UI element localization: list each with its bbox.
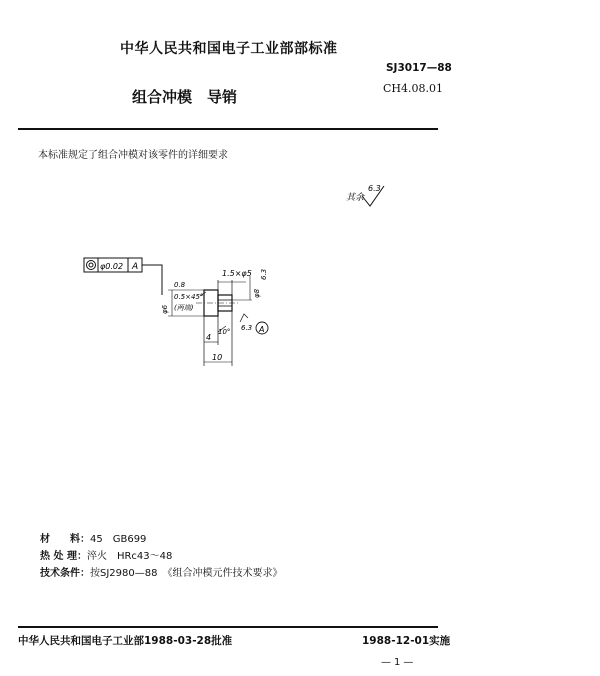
implementation-date: 1988-12-01实施 bbox=[362, 635, 451, 647]
dim-right-roughness: 6.3 bbox=[260, 268, 268, 280]
pin-outline bbox=[168, 276, 252, 366]
dim-left-dia: φ6 bbox=[161, 304, 169, 314]
dim-chamfer-note: (两端) bbox=[174, 304, 194, 312]
datum-label: A bbox=[259, 325, 265, 334]
material-row bbox=[40, 531, 282, 548]
roughness-note-label: 其余 bbox=[346, 193, 365, 203]
ministry-heading: 中华人民共和国电子工业部部标准 bbox=[120, 41, 338, 57]
tolerance-frame bbox=[84, 258, 162, 295]
document-title: 组合冲模 导销 bbox=[132, 88, 238, 106]
concentricity-icon bbox=[87, 261, 96, 270]
approval-text: 中华人民共和国电子工业部1988-03-28批准 bbox=[18, 635, 233, 647]
dim-small-roughness: 6.3 bbox=[241, 324, 253, 332]
material-value: 45 GB699 bbox=[90, 534, 147, 545]
dim-left-roughness: 0.8 bbox=[174, 281, 186, 289]
roughness-note bbox=[346, 184, 384, 206]
dim-chamfer: 0.5×45° bbox=[174, 293, 204, 301]
standard-number: SJ3017—88 bbox=[386, 62, 452, 74]
heat-label: 热 处 理： bbox=[40, 551, 87, 562]
scope-text: 本标准规定了组合冲模对该零件的详细要求 bbox=[38, 150, 228, 161]
classification-code: CH4.08.01 bbox=[383, 82, 443, 95]
tol-value-text: φ0.02 bbox=[100, 262, 124, 271]
tol-datum: A bbox=[132, 262, 139, 272]
dim-length-4: 4 bbox=[206, 333, 212, 342]
tech-label: 技术条件： bbox=[40, 568, 90, 579]
heat-row bbox=[40, 548, 282, 565]
dim-angle: 10° bbox=[218, 328, 231, 336]
dim-length-10: 10 bbox=[212, 353, 223, 362]
roughness-value: 6.3 bbox=[368, 184, 381, 193]
tech-value: 按SJ2980—88 《组合冲模元件技术要求》 bbox=[90, 568, 283, 579]
material-label: 材 料： bbox=[40, 534, 90, 545]
heat-value: 淬火 HRc43～48 bbox=[86, 551, 173, 562]
page-number: —1— bbox=[381, 657, 417, 668]
dim-right-dia: φ8 bbox=[253, 288, 261, 298]
tech-row bbox=[40, 565, 282, 582]
spec-block bbox=[40, 531, 282, 582]
footer-rule bbox=[18, 626, 438, 628]
dim-thread: 1.5×φ5 bbox=[222, 269, 252, 278]
